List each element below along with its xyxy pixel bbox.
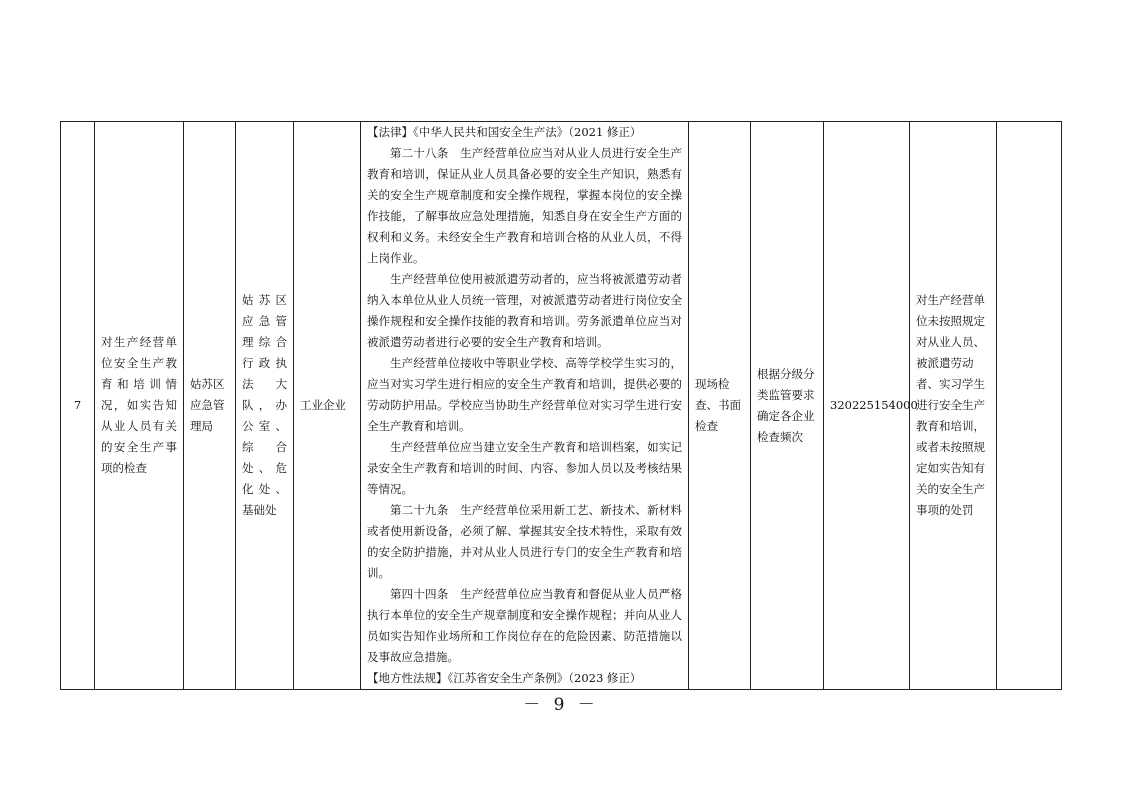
department-cell: 姑苏区应急管理综合行政执法大队，办公室、综合处、危化处、基础处: [236, 122, 294, 690]
liability-cell: 对生产经营单位未按照规定对从业人员、被派遣劳动者、实习学生进行安全生产教育和培训，或者未按照规定如实告知有关的安全生产事项的处罚: [910, 122, 997, 690]
row-number: 7: [61, 122, 95, 690]
legal-basis-cell: [361, 122, 689, 690]
target-cell: 工业企业: [294, 122, 361, 690]
law-paragraph-4: 生产经营单位应当建立安全生产教育和培训档案，如实记录安全生产教育和培训的时间、内容、参加人员以及考核结果等情况。: [367, 440, 682, 496]
frequency-cell: 根据分级分类监管要求确定各企业检查频次: [751, 122, 824, 690]
law-paragraph-2: 生产经营单位使用被派遣劳动者的，应当将被派遣劳动者纳入本单位从业人员统一管理，对被派遣劳动者进行岗位安全操作规程和安全操作技能的教育和培训。劳务派遣单位应当对被派遣劳动者进行必要的安全生产教育和培训。: [367, 272, 682, 349]
law-paragraph-3: 生产经营单位接收中等职业学校、高等学校学生实习的，应当对实习学生进行相应的安全生产教育和培训，提供必要的劳动防护用品。学校应当协助生产经营单位对实习学生进行安全生产教育和培训。: [367, 356, 682, 433]
law-paragraph-5: 第二十九条 生产经营单位采用新工艺、新技术、新材料或者使用新设备，必须了解、掌握其安全技术特性，采取有效的安全防护措施，并对从业人员进行专门的安全生产教育和培训。: [367, 503, 682, 580]
page-number: － 9 －: [523, 695, 599, 715]
law-heading: 【法律】《中华人民共和国安全生产法》（2021 修正）: [367, 125, 642, 139]
law-paragraph-6: 第四十四条 生产经营单位应当教育和督促从业人员严格执行本单位的安全生产规章制度和安全操作规程；并向从业人员如实告知作业场所和工作岗位存在的危险因素、防范措施以及事故应急措施。: [367, 587, 682, 664]
law-paragraph-1: 第二十八条 生产经营单位应当对从业人员进行安全生产教育和培训，保证从业人员具备必要的安全生产知识，熟悉有关的安全生产规章制度和安全操作规程，掌握本岗位的安全操作技能，了解事故应急处理措施，知悉自身在安全生产方面的权利和义务。未经安全生产教育和培训合格的从业人员，不得上岗作业。: [367, 146, 682, 265]
regulation-heading: 【地方性法规】《江苏省安全生产条例》（2023 修正）: [367, 671, 642, 685]
remark-cell: [997, 122, 1062, 690]
inspection-items-table: [60, 121, 1062, 690]
inspection-item-cell: 对生产经营单位安全生产教育和培训情况，如实告知从业人员有关的安全生产事项的检查: [95, 122, 184, 690]
table-row: [61, 122, 1062, 690]
authority-cell: 姑苏区应急管理局: [184, 122, 236, 690]
code-cell: 320225154000: [824, 122, 910, 690]
method-cell: 现场检查、书面检查: [689, 122, 751, 690]
